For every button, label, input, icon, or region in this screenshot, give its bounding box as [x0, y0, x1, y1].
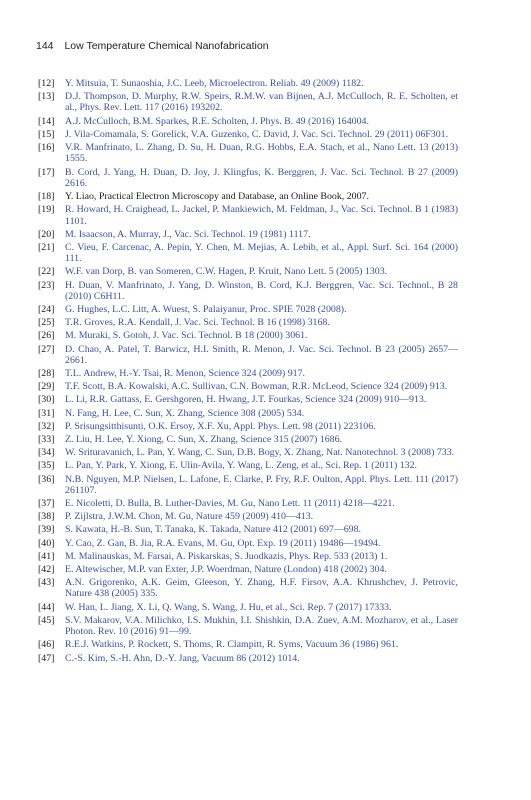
- reference-link[interactable]: Y. Cao, Z. Gan, B. Jia, R.A. Evans, M. Gu, Opt. Exp. 19 (2011) 19486—19494.: [65, 537, 381, 549]
- reference-item: [38, 474, 458, 497]
- reference-link[interactable]: W. Han, L. Jiang, X. Li, Q. Wang, S. Wang, J. Hu, et al., Sci. Rep. 7 (2017) 17333.: [65, 601, 392, 613]
- reference-item: [38, 78, 458, 89]
- reference-link[interactable]: C. Vieu, F. Carcenac, A. Pepin, Y. Chen, M. Mejias, A. Lebib, et al., Appl. Surf. Sci. 164 (2000) 111.: [65, 241, 458, 265]
- reference-number: [27]: [38, 343, 55, 355]
- reference-number: [12]: [38, 78, 55, 89]
- reference-number: [15]: [38, 128, 55, 140]
- page-number: 144: [36, 40, 54, 52]
- reference-number: [24]: [38, 304, 55, 316]
- reference-number: [19]: [38, 204, 55, 216]
- reference-link[interactable]: S.V. Makarov, V.A. Milichko, I.S. Mukhin, I.I. Shishkin, D.A. Zuev, A.M. Mozharov, et al., Laser Photon. Rev. 10 (2016) 91—99.: [65, 614, 458, 638]
- reference-item: [38, 381, 458, 392]
- reference-link[interactable]: R.E.J. Watkins, P. Rockett, S. Thoms, R. Clampitt, R. Syms, Vacuum 36 (1986) 961.: [65, 639, 399, 651]
- reference-number: [37]: [38, 498, 55, 510]
- reference-item: [38, 167, 458, 190]
- reference-number: [22]: [38, 266, 55, 278]
- reference-item: [38, 653, 458, 664]
- reference-link[interactable]: L. Pan, Y. Park, Y. Xiong, E. Ulin-Avila, Y. Wang, L. Zeng, et al., Sci. Rep. 1 (2011) 132.: [65, 460, 418, 472]
- reference-link[interactable]: P. Srisungsitthisunti, O.K. Ersoy, X.F. Xu, Appl. Phys. Lett. 98 (2011) 223106.: [65, 420, 376, 432]
- reference-link[interactable]: S. Kawata, H.-B. Sun, T. Tanaka, K. Takada, Nature 412 (2001) 697—698.: [65, 524, 361, 536]
- reference-item: [38, 91, 458, 114]
- reference-item: [38, 129, 458, 140]
- book-title: Low Temperature Chemical Nanofabrication: [64, 40, 269, 52]
- reference-link[interactable]: T.L. Andrew, H.-Y. Tsai, R. Menon, Science 324 (2009) 917.: [65, 368, 306, 380]
- reference-link[interactable]: D. Chao, A. Patel, T. Barwicz, H.I. Smith, R. Menon, J. Vac. Sci. Technol. B 23 (2005) 2657—2661.: [65, 343, 458, 366]
- reference-item: [38, 524, 458, 535]
- reference-item: [38, 408, 458, 419]
- reference-link[interactable]: E. Altewischer, M.P. van Exter, J.P. Woerdman, Nature (London) 418 (2002) 304.: [65, 564, 387, 575]
- reference-link[interactable]: A.N. Grigorenko, A.K. Geim, Gleeson, Y. Zhang, H.F. Firsov, A.A. Khrushchev, J. Petrovic, Nature 438 (2005) 335.: [65, 577, 458, 600]
- reference-item: [38, 204, 458, 227]
- reference-number: [29]: [38, 381, 55, 393]
- reference-link[interactable]: M. Malinauskas, M. Farsai, A. Piskarskas, S. Juodkazis, Phys. Rep. 533 (2013) 1.: [65, 550, 388, 562]
- reference-number: [44]: [38, 601, 55, 613]
- reference-link[interactable]: P. Zijlstra, J.W.M. Chon, M. Gu, Nature 459 (2009) 410—413.: [65, 511, 314, 523]
- reference-number: [36]: [38, 473, 55, 485]
- reference-item: [38, 447, 458, 458]
- reference-link[interactable]: M. Isaacson, A. Murray, J., Vac. Sci. Technol. 19 (1981) 1117.: [65, 228, 311, 240]
- reference-item: [38, 304, 458, 315]
- reference-number: [23]: [38, 279, 55, 291]
- reference-number: [14]: [38, 115, 55, 127]
- reference-number: [47]: [38, 652, 55, 664]
- reference-item: [38, 460, 458, 471]
- reference-link[interactable]: T.F. Scott, B.A. Kowalski, A.C. Sullivan, C.N. Bowman, R.R. McLeod, Science 324 (2009) 913.: [65, 381, 448, 393]
- reference-item: [38, 421, 458, 432]
- reference-item: [38, 330, 458, 341]
- reference-link[interactable]: L. Li, R.R. Gattass, E. Gershgoren, H. Hwang, J.T. Fourkas, Science 324 (2009) 910—913.: [65, 394, 427, 406]
- reference-number: [39]: [38, 524, 55, 536]
- reference-link[interactable]: N. Fang, H. Lee, C. Sun, X. Zhang, Science 308 (2005) 534.: [65, 407, 305, 419]
- reference-item: [38, 368, 458, 379]
- reference-link[interactable]: A.J. McCulloch, B.M. Sparkes, R.E. Scholten, J. Phys. B. 49 (2016) 164004.: [65, 115, 369, 127]
- reference-link[interactable]: T.R. Groves, R.A. Kendall, J. Vac. Sci. Technol. B 16 (1998) 3168.: [65, 317, 330, 329]
- reference-link[interactable]: B. Cord, J. Yang, H. Duan, D. Joy, J. Klingfus, K. Berggren, J. Vac. Sci. Technol. B 27 (2009) 2616.: [65, 166, 458, 189]
- reference-number: [38]: [38, 511, 55, 523]
- reference-number: [16]: [38, 142, 55, 154]
- reference-link[interactable]: Z. Liu, H. Lee, Y. Xiong, C. Sun, X. Zhang, Science 315 (2007) 1686.: [65, 434, 343, 446]
- reference-item: [38, 602, 458, 613]
- reference-link[interactable]: C.-S. Kim, S.-H. Ahn, D.-Y. Jang, Vacuum 86 (2012) 1014.: [65, 652, 300, 664]
- reference-number: [21]: [38, 241, 55, 253]
- reference-link[interactable]: R. Howard, H. Craighead, L. Jackel, P. Mankiewich, M. Feldman, J., Vac. Sci. Technol. B 1 (1983) 1101.: [65, 204, 458, 227]
- reference-item: [38, 511, 458, 522]
- reference-item: [38, 280, 458, 303]
- reference-link[interactable]: H. Duan, V. Manfrinato, J. Yang, D. Winston, B. Cord, K.J. Berggren, Vac. Sci. Technol., B 28 (2010) C6H11.: [65, 279, 458, 302]
- reference-number: [40]: [38, 537, 55, 549]
- reference-number: [17]: [38, 166, 55, 178]
- reference-link[interactable]: W.F. van Dorp, B. van Someren, C.W. Hagen, P. Kruit, Nano Lett. 5 (2005) 1303.: [65, 266, 388, 278]
- reference-link[interactable]: D.J. Thompson, D. Murphy, R.W. Speirs, R.M.W. van Bijnen, A.J. McCulloch, R. E. Scholten, et al., Phys. Rev. Lett. 117 (2016) 193202.: [65, 91, 458, 114]
- reference-item: [38, 191, 458, 202]
- reference-link[interactable]: N.B. Nguyen, M.P. Nielsen, L. Lafone, E. Clarke, P. Fry, R.F. Oulton, Appl. Phys. Lett. 111 (2017) 261107.: [65, 473, 458, 496]
- reference-item: [38, 551, 458, 562]
- reference-item: [38, 577, 458, 600]
- reference-item: [38, 266, 458, 277]
- reference-number: [35]: [38, 460, 55, 472]
- reference-link[interactable]: J. Vila-Comamala, S. Gorelick, V.A. Guzenko, C. David, J. Vac. Sci. Technol. 29 (2011) 06F301.: [65, 128, 449, 140]
- running-header: [36, 40, 269, 52]
- reference-item: [38, 615, 458, 638]
- reference-number: [32]: [38, 420, 55, 432]
- reference-number: [30]: [38, 394, 55, 406]
- reference-number: [13]: [38, 91, 55, 103]
- reference-link[interactable]: E. Nicoletti, D. Bulla, B. Luther-Davies, M. Gu, Nano Lett. 11 (2011) 4218—4221.: [65, 498, 395, 510]
- reference-number: [33]: [38, 434, 55, 446]
- reference-list: [38, 78, 458, 666]
- reference-item: [38, 317, 458, 328]
- reference-link[interactable]: M. Muraki, S. Gotoh, J. Vac. Sci. Technol. B 18 (2000) 3061.: [65, 330, 308, 342]
- reference-number: [18]: [38, 191, 55, 203]
- reference-link[interactable]: W. Srituravanich, L. Pan, Y. Wang, C. Sun, D.B. Bogy, X. Zhang, Nat. Nanotechnol. 3 (2008) 733.: [65, 447, 455, 459]
- reference-item: [38, 344, 458, 367]
- reference-number: [28]: [38, 368, 55, 380]
- reference-item: [38, 434, 458, 445]
- reference-number: [26]: [38, 330, 55, 342]
- reference-item: [38, 394, 458, 405]
- reference-number: [20]: [38, 228, 55, 240]
- reference-number: [41]: [38, 550, 55, 562]
- reference-text: Y. Liao, Practical Electron Microscopy and Database, an Online Book, 2007.: [65, 191, 369, 203]
- reference-link[interactable]: G. Hughes, L.C. Litt, A. Wuest, S. Palaiyanur, Proc. SPIE 7028 (2008).: [65, 304, 347, 316]
- reference-link[interactable]: V.R. Manfrinato, L. Zhang, D. Su, H. Duan, R.G. Hobbs, E.A. Stach, et al., Nano Lett. 13 (2013) 1555.: [65, 142, 458, 165]
- reference-item: [38, 564, 458, 575]
- reference-link[interactable]: Y. Mitsuia, T. Sunaoshia, J.C. Leeb, Microelectron. Reliab. 49 (2009) 1182.: [65, 78, 364, 89]
- reference-number: [34]: [38, 447, 55, 459]
- reference-item: [38, 242, 458, 265]
- reference-number: [45]: [38, 614, 55, 626]
- reference-number: [43]: [38, 577, 55, 589]
- reference-item: [38, 498, 458, 509]
- reference-number: [46]: [38, 639, 55, 651]
- reference-item: [38, 229, 458, 240]
- reference-item: [38, 142, 458, 165]
- reference-item: [38, 639, 458, 650]
- reference-item: [38, 538, 458, 549]
- reference-item: [38, 116, 458, 127]
- reference-number: [31]: [38, 407, 55, 419]
- reference-number: [42]: [38, 564, 55, 575]
- reference-number: [25]: [38, 317, 55, 329]
